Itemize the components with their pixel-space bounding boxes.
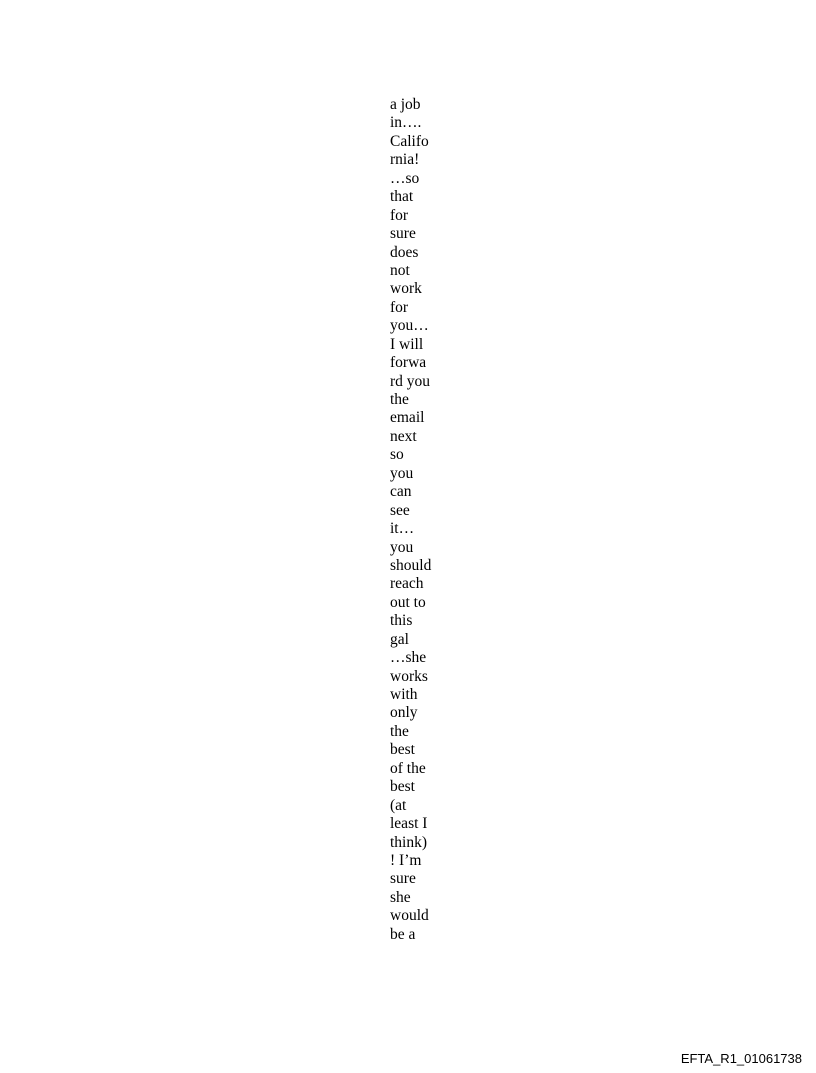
text-line: of the — [390, 759, 426, 777]
text-line: sure — [390, 870, 416, 888]
text-line: does — [390, 243, 419, 261]
text-line: for — [390, 206, 409, 224]
text-line: rnia! — [390, 151, 420, 169]
text-line: works — [390, 667, 428, 685]
text-line: should — [390, 556, 432, 574]
text-line: the — [390, 391, 409, 408]
text-line: can — [390, 483, 412, 501]
text-line: gal — [390, 630, 409, 648]
text-line: …she — [390, 649, 427, 667]
text-line: you… — [390, 317, 429, 335]
text-line: in…. — [390, 114, 422, 132]
text-line: the — [390, 722, 409, 740]
text-line: least I — [390, 815, 428, 833]
text-line: …so — [390, 169, 420, 187]
document-id-stamp: EFTA_R1_01061738 — [680, 1051, 802, 1066]
text-line: rd you — [390, 372, 431, 390]
text-line: it… — [390, 520, 415, 538]
text-line: see — [390, 501, 410, 519]
text-line: so — [390, 446, 404, 464]
text-line: work — [390, 280, 422, 298]
text-line: you — [390, 464, 414, 482]
text-line: that — [390, 188, 414, 206]
text-line: Califo — [390, 132, 429, 150]
text-line: out to — [390, 593, 426, 611]
text-line: only — [390, 704, 418, 722]
text-line: for — [390, 298, 409, 316]
text-line: best — [390, 778, 415, 796]
text-line: you — [390, 538, 414, 556]
text-line: a job — [390, 96, 421, 113]
text-line: ! I’m — [390, 851, 422, 869]
text-line: reach — [390, 575, 424, 593]
text-line: this — [390, 612, 413, 630]
text-line: next — [390, 427, 417, 445]
text-line: best — [390, 741, 415, 759]
text-line: with — [390, 686, 418, 703]
text-line: forwa — [390, 354, 427, 372]
text-line: think) — [390, 833, 428, 851]
text-line: she — [390, 888, 411, 906]
text-line: email — [390, 409, 425, 427]
text-line: (at — [390, 796, 407, 814]
text-line: sure — [390, 225, 416, 243]
text-line: I will — [390, 335, 424, 353]
message-text-column — [390, 96, 450, 944]
text-line: not — [390, 261, 410, 279]
text-line: would — [390, 907, 429, 925]
text-line: be a — [390, 925, 416, 943]
